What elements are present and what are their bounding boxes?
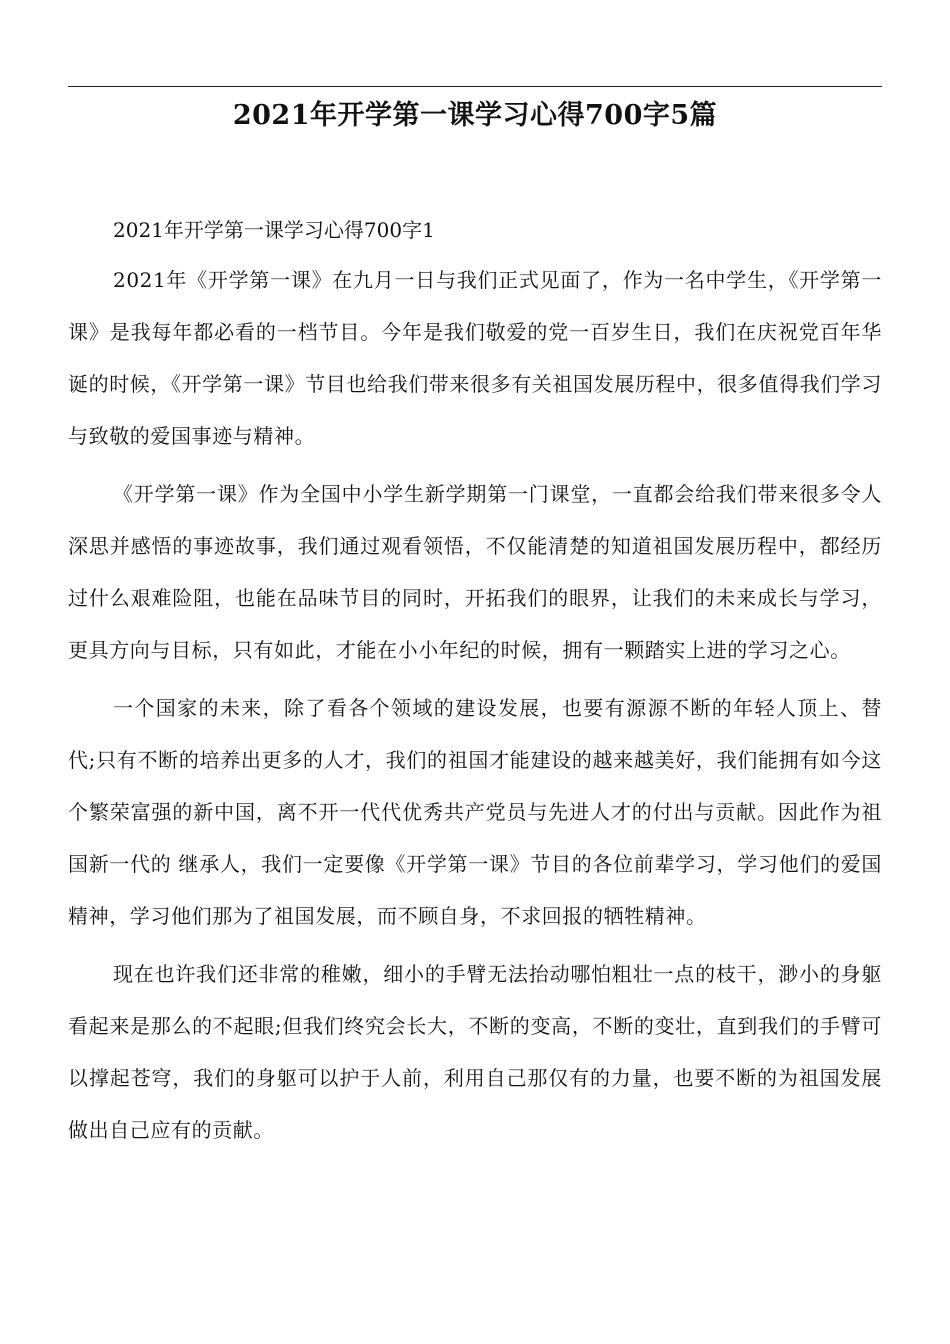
section-heading: 2021年开学第一课学习心得700字1 — [113, 218, 435, 242]
document-body — [68, 206, 882, 1162]
paragraph-2: 《开学第一课》作为全国中小学生新学期第一门课堂，一直都会给我们带来很多令人深思并感悟的事迹故事，我们通过观看领悟，不仅能清楚的知道祖国发展历程中，都经历过什么艰难险阻，也能在品味节目的同时，开拓我们的眼界，让我们的未来成长与学习，更具方向与目标，只有如此，才能在小小年纪的时候，拥有一颗踏实上进的学习之心。 — [68, 482, 882, 662]
header-rule — [68, 86, 882, 87]
paragraph-1: 2021年《开学第一课》在九月一日与我们正式见面了，作为一名中学生，《开学第一课》是我每年都必看的一档节目。今年是我们敬爱的党一百岁生日，我们在庆祝党百年华诞的时候，《开学第一课》节目也给我们带来很多有关祖国发展历程中，很多值得我们学习与致敬的爱国事迹与精神。 — [68, 268, 882, 448]
paragraph-3: 一个国家的未来，除了看各个领域的建设发展，也要有源源不断的年轻人顶上、替代;只有不断的培养出更多的人才，我们的祖国才能建设的越来越美好，我们能拥有如今这个繁荣富强的新中国，离不开一代代优秀共产党员与先进人才的付出与贡献。因此作为祖国新一代的 继承人，我们一定要像《开学第一课》节目的各位前辈学习，学习他们的爱国精神，学习他们那为了祖国发展，而不顾自身，不求回报的牺牲精神。 — [68, 696, 882, 928]
document-title: 2021年开学第一课学习心得700字5篇 — [232, 100, 718, 131]
paragraph-4: 现在也许我们还非常的稚嫩，细小的手臂无法抬动哪怕粗壮一点的枝干，渺小的身躯看起来是那么的不起眼;但我们终究会长大，不断的变高，不断的变壮，直到我们的手臂可以撑起苍穹，我们的身躯可以护于人前，利用自己那仅有的力量，也要不断的为祖国发展做出自己应有的贡献。 — [68, 962, 882, 1142]
